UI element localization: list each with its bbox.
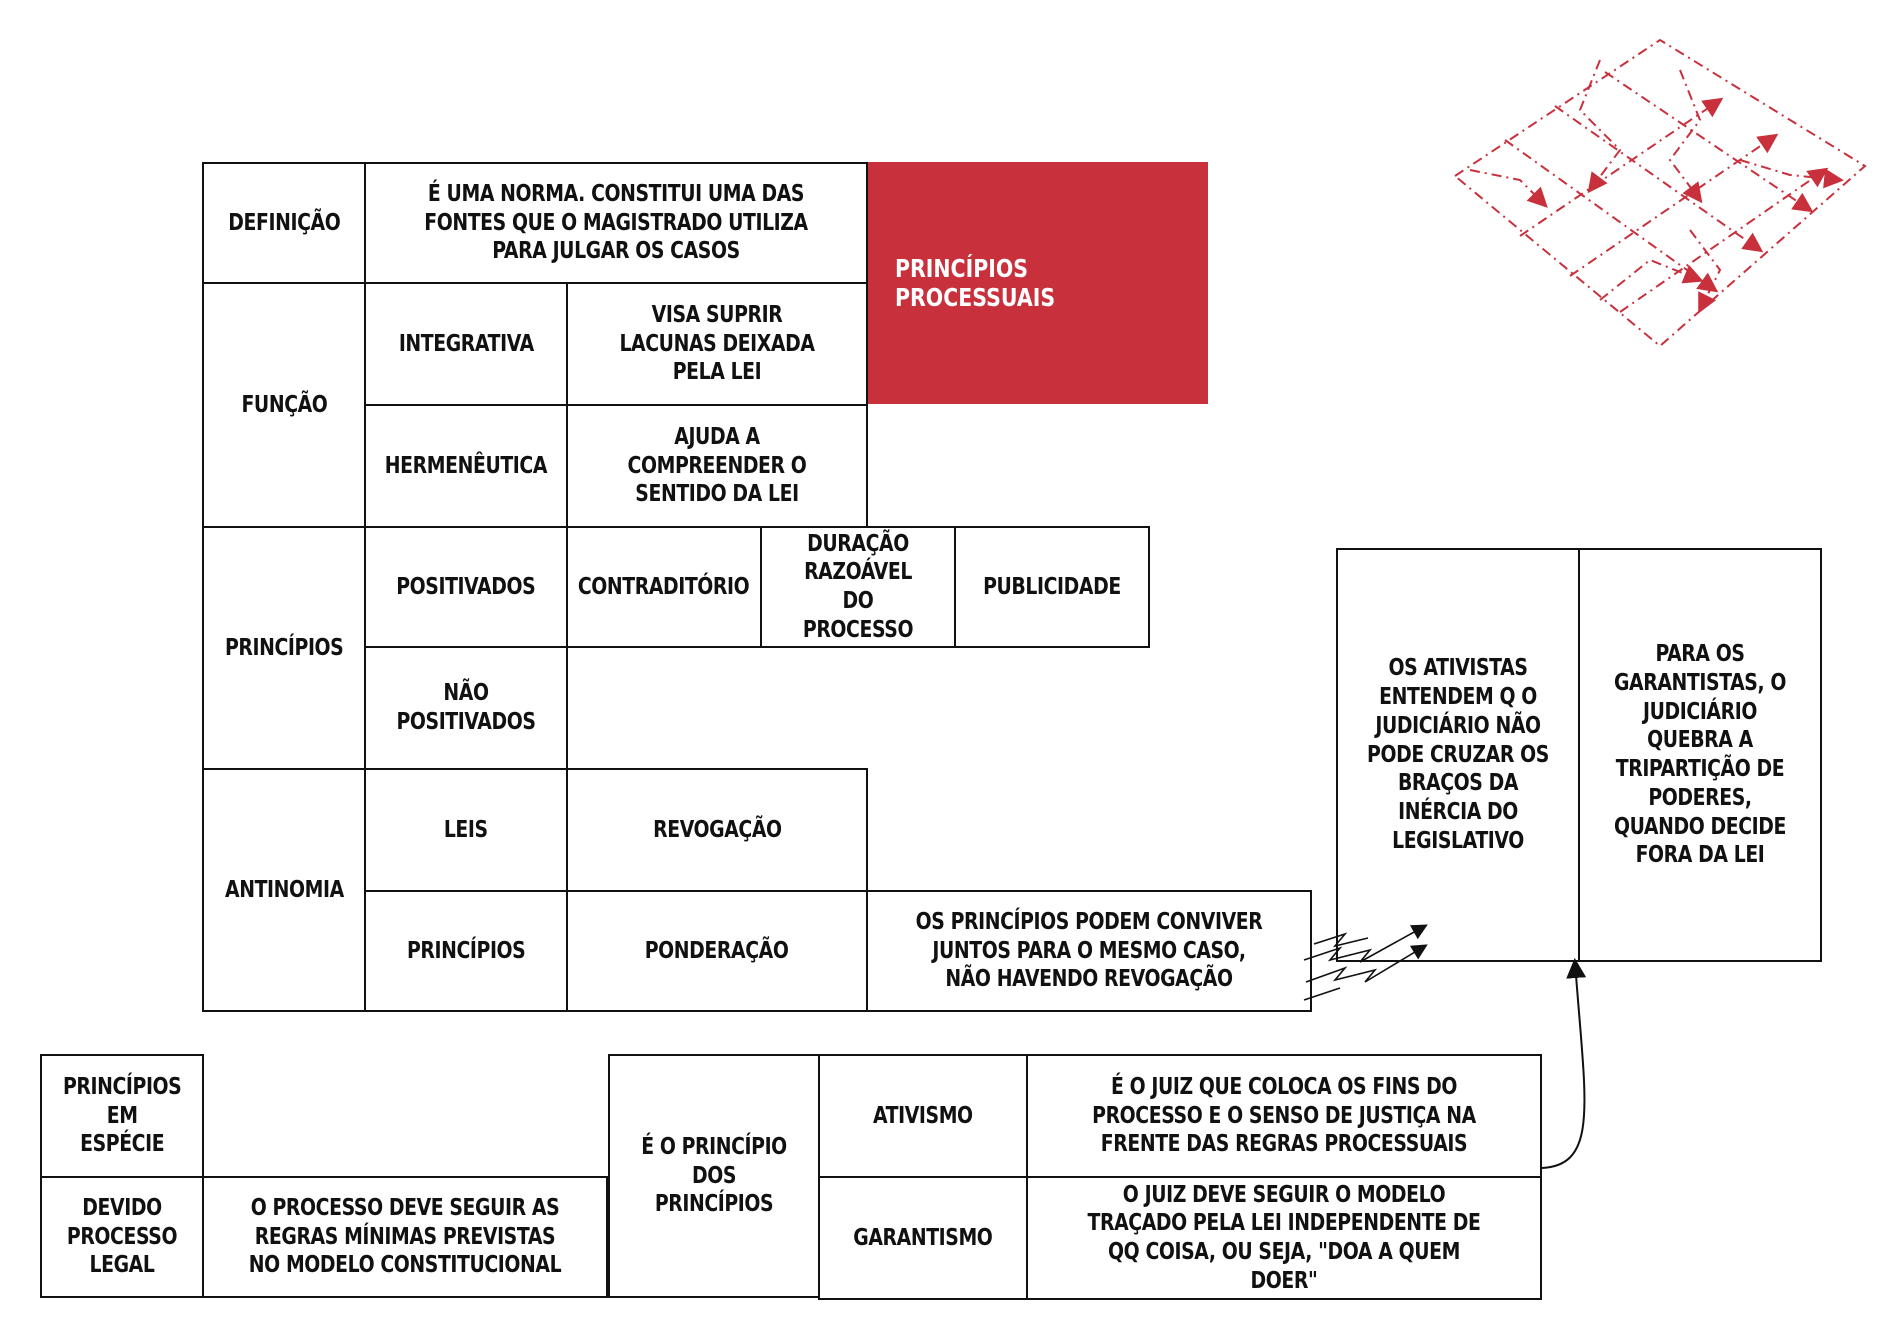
antinomia-label: ANTINOMIA [202, 768, 366, 1012]
funcao-label: FUNÇÃO [202, 282, 366, 528]
publicidade-cell: PUBLICIDADE [954, 526, 1150, 648]
contraditorio-cell: CONTRADITÓRIO [566, 526, 762, 648]
principio-dos-principios-cell: É O PRINCÍPIO DOS PRINCÍPIOS [608, 1054, 820, 1298]
ponderacao-cell: PONDERAÇÃO [566, 890, 868, 1012]
hermeneutica-label: HERMENÊUTICA [364, 404, 568, 528]
garantistas-note: PARA OS GARANTISTAS, O JUDICIÁRIO QUEBRA A TRIPARTIÇÃO DE PODERES, QUANDO DECIDE FORA DA LEI [1578, 548, 1822, 962]
ativistas-note: OS ATIVISTAS ENTENDEM Q O JUDICIÁRIO NÃO PODE CRUZAR OS BRAÇOS DA INÉRCIA DO LEGISLATIVO [1336, 548, 1580, 962]
garantismo-text: O JUIZ DEVE SEGUIR O MODELO TRAÇADO PELA LEI INDEPENDENTE DE QQ COISA, OU SEJA, "DOA A QUEM DOER" [1026, 1176, 1542, 1300]
diagram-title: PRINCÍPIOS PROCESSUAIS [894, 254, 1056, 312]
devido-processo-text: O PROCESSO DEVE SEGUIR AS REGRAS MÍNIMAS PREVISTAS NO MODELO CONSTITUCIONAL [202, 1176, 608, 1298]
positivados-label: POSITIVADOS [364, 526, 568, 648]
revogacao-cell: REVOGAÇÃO [566, 768, 868, 892]
integrativa-text: VISA SUPRIR LACUNAS DEIXADA PELA LEI [566, 282, 868, 406]
devido-processo-label: DEVIDO PROCESSO LEGAL [40, 1176, 204, 1298]
ativismo-label: ATIVISMO [818, 1054, 1028, 1178]
principios-antinomia-label: PRINCÍPIOS [364, 890, 568, 1012]
leis-label: LEIS [364, 768, 568, 892]
duracao-razoavel-cell: DURAÇÃO RAZOÁVEL DO PROCESSO [760, 526, 956, 648]
integrativa-label: INTEGRATIVA [364, 282, 568, 406]
principios-label: PRINCÍPIOS [202, 526, 366, 770]
hermeneutica-text: AJUDA A COMPREENDER O SENTIDO DA LEI [566, 404, 868, 528]
ativismo-text: É O JUIZ QUE COLOCA OS FINS DO PROCESSO E O SENSO DE JUSTIÇA NA FRENTE DAS REGRAS PROCESSUAIS [1026, 1054, 1542, 1178]
principios-em-especie-header: PRINCÍPIOS EM ESPÉCIE [40, 1054, 204, 1178]
definicao-text: É UMA NORMA. CONSTITUI UMA DAS FONTES QUE O MAGISTRADO UTILIZA PARA JULGAR OS CASOS [364, 162, 868, 284]
definicao-label: DEFINIÇÃO [202, 162, 366, 284]
ponderacao-note: OS PRINCÍPIOS PODEM CONVIVER JUNTOS PARA O MESMO CASO, NÃO HAVENDO REVOGAÇÃO [866, 890, 1312, 1012]
garantismo-label: GARANTISMO [818, 1176, 1028, 1300]
nao-positivados-label: NÃO POSITIVADOS [364, 646, 568, 770]
